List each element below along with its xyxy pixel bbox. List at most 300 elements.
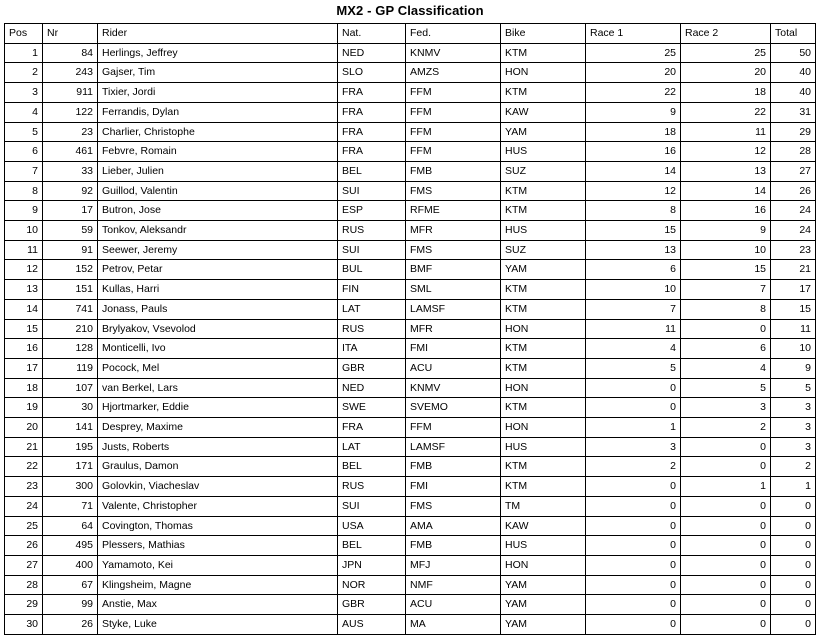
cell-bike: YAM: [501, 575, 586, 595]
cell-pos: 13: [5, 280, 43, 300]
cell-pos: 18: [5, 378, 43, 398]
cell-fed: ACU: [406, 358, 501, 378]
cell-nr: 91: [43, 240, 98, 260]
table-row: [5, 201, 816, 221]
table-row: [5, 43, 816, 63]
cell-pos: 24: [5, 496, 43, 516]
cell-pos: 25: [5, 516, 43, 536]
cell-bike: HON: [501, 319, 586, 339]
table-row: [5, 457, 816, 477]
cell-total: 17: [771, 280, 816, 300]
cell-fed: FMI: [406, 339, 501, 359]
table-row: [5, 477, 816, 497]
cell-race-2: 6: [681, 339, 771, 359]
cell-nr: 151: [43, 280, 98, 300]
cell-race-1: 0: [586, 496, 681, 516]
cell-nat: SLO: [338, 63, 406, 83]
column-header-race-1[interactable]: Race 1: [586, 24, 681, 44]
cell-fed: KNMV: [406, 378, 501, 398]
column-header-pos[interactable]: Pos: [5, 24, 43, 44]
cell-fed: FMB: [406, 536, 501, 556]
cell-pos: 9: [5, 201, 43, 221]
cell-total: 24: [771, 201, 816, 221]
cell-nr: 741: [43, 299, 98, 319]
cell-race-1: 15: [586, 221, 681, 241]
column-header-race-2[interactable]: Race 2: [681, 24, 771, 44]
cell-race-1: 4: [586, 339, 681, 359]
cell-nat: ESP: [338, 201, 406, 221]
cell-total: 1: [771, 477, 816, 497]
cell-race-1: 0: [586, 516, 681, 536]
cell-pos: 27: [5, 555, 43, 575]
cell-pos: 21: [5, 437, 43, 457]
cell-pos: 20: [5, 418, 43, 438]
cell-nr: 107: [43, 378, 98, 398]
cell-pos: 30: [5, 615, 43, 635]
cell-race-1: 7: [586, 299, 681, 319]
cell-race-2: 0: [681, 437, 771, 457]
cell-total: 11: [771, 319, 816, 339]
cell-total: 29: [771, 122, 816, 142]
cell-bike: KTM: [501, 43, 586, 63]
cell-race-1: 8: [586, 201, 681, 221]
classification-table: [4, 23, 816, 635]
table-row: [5, 555, 816, 575]
cell-race-2: 8: [681, 299, 771, 319]
cell-race-1: 0: [586, 398, 681, 418]
cell-fed: FFM: [406, 142, 501, 162]
cell-nat: AUS: [338, 615, 406, 635]
cell-rider: Seewer, Jeremy: [98, 240, 338, 260]
cell-race-2: 11: [681, 122, 771, 142]
column-header-total[interactable]: Total: [771, 24, 816, 44]
cell-nr: 26: [43, 615, 98, 635]
cell-fed: FMI: [406, 477, 501, 497]
cell-race-2: 7: [681, 280, 771, 300]
table-header-row: [5, 24, 816, 44]
cell-pos: 15: [5, 319, 43, 339]
cell-pos: 17: [5, 358, 43, 378]
cell-nat: ITA: [338, 339, 406, 359]
cell-total: 24: [771, 221, 816, 241]
cell-rider: Plessers, Mathias: [98, 536, 338, 556]
cell-nr: 84: [43, 43, 98, 63]
cell-race-1: 0: [586, 615, 681, 635]
cell-total: 0: [771, 615, 816, 635]
cell-bike: SUZ: [501, 240, 586, 260]
cell-nat: LAT: [338, 437, 406, 457]
table-row: [5, 122, 816, 142]
cell-nr: 92: [43, 181, 98, 201]
cell-rider: Monticelli, Ivo: [98, 339, 338, 359]
cell-rider: Brylyakov, Vsevolod: [98, 319, 338, 339]
cell-race-1: 1: [586, 418, 681, 438]
cell-race-2: 20: [681, 63, 771, 83]
cell-total: 0: [771, 575, 816, 595]
cell-fed: FFM: [406, 102, 501, 122]
cell-race-1: 11: [586, 319, 681, 339]
table-row: [5, 299, 816, 319]
cell-race-2: 0: [681, 615, 771, 635]
cell-nat: GBR: [338, 358, 406, 378]
cell-total: 2: [771, 457, 816, 477]
cell-total: 31: [771, 102, 816, 122]
cell-fed: FMS: [406, 181, 501, 201]
cell-nr: 67: [43, 575, 98, 595]
cell-rider: Butron, Jose: [98, 201, 338, 221]
cell-fed: MA: [406, 615, 501, 635]
table-row: [5, 536, 816, 556]
cell-bike: KTM: [501, 457, 586, 477]
cell-total: 21: [771, 260, 816, 280]
cell-race-2: 25: [681, 43, 771, 63]
table-row: [5, 339, 816, 359]
cell-rider: Gajser, Tim: [98, 63, 338, 83]
cell-nat: SUI: [338, 496, 406, 516]
cell-fed: SVEMO: [406, 398, 501, 418]
cell-nr: 141: [43, 418, 98, 438]
cell-pos: 6: [5, 142, 43, 162]
cell-rider: Hjortmarker, Eddie: [98, 398, 338, 418]
cell-fed: AMZS: [406, 63, 501, 83]
cell-race-2: 0: [681, 536, 771, 556]
table-row: [5, 63, 816, 83]
cell-race-1: 25: [586, 43, 681, 63]
table-row: [5, 181, 816, 201]
cell-nat: NED: [338, 43, 406, 63]
cell-nr: 128: [43, 339, 98, 359]
cell-nr: 59: [43, 221, 98, 241]
cell-nat: FRA: [338, 142, 406, 162]
cell-bike: TM: [501, 496, 586, 516]
cell-total: 0: [771, 536, 816, 556]
cell-fed: AMA: [406, 516, 501, 536]
cell-rider: Desprey, Maxime: [98, 418, 338, 438]
cell-bike: HUS: [501, 142, 586, 162]
cell-fed: NMF: [406, 575, 501, 595]
cell-pos: 3: [5, 83, 43, 103]
cell-rider: Yamamoto, Kei: [98, 555, 338, 575]
table-row: [5, 418, 816, 438]
cell-race-2: 0: [681, 496, 771, 516]
cell-race-2: 16: [681, 201, 771, 221]
cell-nat: JPN: [338, 555, 406, 575]
cell-rider: Styke, Luke: [98, 615, 338, 635]
cell-bike: KTM: [501, 299, 586, 319]
cell-bike: HON: [501, 555, 586, 575]
cell-total: 23: [771, 240, 816, 260]
cell-bike: KTM: [501, 181, 586, 201]
table-row: [5, 142, 816, 162]
cell-rider: van Berkel, Lars: [98, 378, 338, 398]
cell-rider: Golovkin, Viacheslav: [98, 477, 338, 497]
cell-rider: Lieber, Julien: [98, 161, 338, 181]
cell-nat: SWE: [338, 398, 406, 418]
cell-nat: GBR: [338, 595, 406, 615]
cell-bike: KAW: [501, 516, 586, 536]
cell-nr: 911: [43, 83, 98, 103]
cell-race-1: 0: [586, 555, 681, 575]
cell-fed: MFR: [406, 319, 501, 339]
table-row: [5, 260, 816, 280]
cell-race-2: 10: [681, 240, 771, 260]
cell-fed: FMS: [406, 496, 501, 516]
cell-nat: SUI: [338, 240, 406, 260]
cell-race-2: 18: [681, 83, 771, 103]
cell-total: 40: [771, 83, 816, 103]
cell-pos: 5: [5, 122, 43, 142]
cell-race-1: 0: [586, 595, 681, 615]
cell-pos: 23: [5, 477, 43, 497]
cell-pos: 11: [5, 240, 43, 260]
cell-rider: Febvre, Romain: [98, 142, 338, 162]
cell-nat: BUL: [338, 260, 406, 280]
column-header-fed[interactable]: Fed.: [406, 24, 501, 44]
cell-bike: YAM: [501, 595, 586, 615]
cell-race-2: 0: [681, 555, 771, 575]
cell-bike: YAM: [501, 260, 586, 280]
cell-fed: LAMSF: [406, 299, 501, 319]
cell-fed: SML: [406, 280, 501, 300]
cell-pos: 10: [5, 221, 43, 241]
cell-pos: 14: [5, 299, 43, 319]
cell-nr: 17: [43, 201, 98, 221]
cell-nat: NED: [338, 378, 406, 398]
cell-race-2: 1: [681, 477, 771, 497]
cell-rider: Petrov, Petar: [98, 260, 338, 280]
cell-rider: Herlings, Jeffrey: [98, 43, 338, 63]
cell-rider: Jonass, Pauls: [98, 299, 338, 319]
cell-bike: KTM: [501, 339, 586, 359]
cell-pos: 12: [5, 260, 43, 280]
cell-race-1: 14: [586, 161, 681, 181]
cell-rider: Guillod, Valentin: [98, 181, 338, 201]
cell-nat: RUS: [338, 477, 406, 497]
cell-nr: 64: [43, 516, 98, 536]
table-row: [5, 575, 816, 595]
cell-total: 3: [771, 437, 816, 457]
cell-bike: YAM: [501, 122, 586, 142]
table-row: [5, 221, 816, 241]
cell-race-1: 5: [586, 358, 681, 378]
cell-total: 0: [771, 496, 816, 516]
cell-total: 3: [771, 398, 816, 418]
cell-nat: RUS: [338, 221, 406, 241]
cell-race-1: 13: [586, 240, 681, 260]
cell-race-2: 0: [681, 319, 771, 339]
cell-total: 15: [771, 299, 816, 319]
cell-race-2: 22: [681, 102, 771, 122]
cell-fed: FMB: [406, 457, 501, 477]
cell-pos: 22: [5, 457, 43, 477]
table-row: [5, 378, 816, 398]
column-header-bike[interactable]: Bike: [501, 24, 586, 44]
cell-fed: MFJ: [406, 555, 501, 575]
cell-nr: 171: [43, 457, 98, 477]
cell-nr: 99: [43, 595, 98, 615]
cell-race-1: 0: [586, 378, 681, 398]
cell-race-1: 10: [586, 280, 681, 300]
cell-nr: 495: [43, 536, 98, 556]
cell-pos: 1: [5, 43, 43, 63]
table-row: [5, 615, 816, 635]
cell-total: 0: [771, 555, 816, 575]
cell-bike: HON: [501, 378, 586, 398]
cell-race-1: 0: [586, 575, 681, 595]
cell-nr: 23: [43, 122, 98, 142]
cell-fed: BMF: [406, 260, 501, 280]
cell-pos: 8: [5, 181, 43, 201]
cell-nat: NOR: [338, 575, 406, 595]
cell-nat: BEL: [338, 457, 406, 477]
cell-bike: KTM: [501, 201, 586, 221]
cell-race-2: 9: [681, 221, 771, 241]
cell-race-2: 5: [681, 378, 771, 398]
cell-pos: 29: [5, 595, 43, 615]
cell-rider: Klingsheim, Magne: [98, 575, 338, 595]
table-row: [5, 83, 816, 103]
cell-fed: FMB: [406, 161, 501, 181]
cell-nr: 210: [43, 319, 98, 339]
cell-race-2: 0: [681, 457, 771, 477]
cell-race-1: 20: [586, 63, 681, 83]
cell-race-2: 0: [681, 575, 771, 595]
table-row: [5, 516, 816, 536]
cell-total: 5: [771, 378, 816, 398]
cell-fed: LAMSF: [406, 437, 501, 457]
cell-race-2: 12: [681, 142, 771, 162]
cell-nat: FRA: [338, 418, 406, 438]
page-title: MX2 - GP Classification: [336, 3, 484, 18]
column-header-nr[interactable]: Nr: [43, 24, 98, 44]
cell-fed: FMS: [406, 240, 501, 260]
cell-race-1: 9: [586, 102, 681, 122]
cell-fed: RFME: [406, 201, 501, 221]
cell-rider: Valente, Christopher: [98, 496, 338, 516]
cell-total: 27: [771, 161, 816, 181]
cell-race-1: 22: [586, 83, 681, 103]
cell-rider: Covington, Thomas: [98, 516, 338, 536]
cell-pos: 2: [5, 63, 43, 83]
cell-race-2: 2: [681, 418, 771, 438]
cell-race-2: 15: [681, 260, 771, 280]
cell-bike: HUS: [501, 437, 586, 457]
cell-nr: 195: [43, 437, 98, 457]
cell-nat: SUI: [338, 181, 406, 201]
cell-pos: 16: [5, 339, 43, 359]
table-row: [5, 496, 816, 516]
table-row: [5, 398, 816, 418]
cell-bike: HUS: [501, 536, 586, 556]
cell-fed: FFM: [406, 418, 501, 438]
cell-nr: 243: [43, 63, 98, 83]
table-row: [5, 595, 816, 615]
cell-nat: RUS: [338, 319, 406, 339]
cell-nr: 461: [43, 142, 98, 162]
cell-bike: KAW: [501, 102, 586, 122]
cell-nr: 119: [43, 358, 98, 378]
cell-bike: KTM: [501, 280, 586, 300]
cell-nat: USA: [338, 516, 406, 536]
table-row: [5, 319, 816, 339]
cell-race-2: 3: [681, 398, 771, 418]
cell-bike: SUZ: [501, 161, 586, 181]
column-header-nat[interactable]: Nat.: [338, 24, 406, 44]
cell-total: 3: [771, 418, 816, 438]
cell-rider: Pocock, Mel: [98, 358, 338, 378]
cell-bike: HON: [501, 418, 586, 438]
cell-pos: 4: [5, 102, 43, 122]
table-row: [5, 102, 816, 122]
cell-nr: 152: [43, 260, 98, 280]
table-row: [5, 437, 816, 457]
cell-nr: 122: [43, 102, 98, 122]
cell-bike: HUS: [501, 221, 586, 241]
cell-bike: KTM: [501, 358, 586, 378]
cell-nat: FIN: [338, 280, 406, 300]
cell-rider: Graulus, Damon: [98, 457, 338, 477]
cell-nat: FRA: [338, 83, 406, 103]
cell-race-1: 0: [586, 536, 681, 556]
cell-rider: Kullas, Harri: [98, 280, 338, 300]
cell-fed: MFR: [406, 221, 501, 241]
cell-bike: HON: [501, 63, 586, 83]
cell-total: 0: [771, 516, 816, 536]
cell-total: 9: [771, 358, 816, 378]
cell-race-2: 0: [681, 595, 771, 615]
cell-race-1: 6: [586, 260, 681, 280]
table-row: [5, 358, 816, 378]
cell-race-2: 14: [681, 181, 771, 201]
cell-race-2: 4: [681, 358, 771, 378]
cell-race-2: 13: [681, 161, 771, 181]
cell-race-2: 0: [681, 516, 771, 536]
table-row: [5, 161, 816, 181]
cell-rider: Tonkov, Aleksandr: [98, 221, 338, 241]
cell-fed: ACU: [406, 595, 501, 615]
cell-race-1: 0: [586, 477, 681, 497]
cell-nat: FRA: [338, 122, 406, 142]
cell-rider: Ferrandis, Dylan: [98, 102, 338, 122]
cell-total: 50: [771, 43, 816, 63]
cell-nr: 71: [43, 496, 98, 516]
cell-nr: 33: [43, 161, 98, 181]
cell-bike: YAM: [501, 615, 586, 635]
cell-total: 26: [771, 181, 816, 201]
cell-total: 10: [771, 339, 816, 359]
cell-rider: Charlier, Christophe: [98, 122, 338, 142]
cell-race-1: 12: [586, 181, 681, 201]
cell-bike: KTM: [501, 83, 586, 103]
cell-race-1: 3: [586, 437, 681, 457]
cell-total: 0: [771, 595, 816, 615]
cell-bike: KTM: [501, 477, 586, 497]
cell-pos: 7: [5, 161, 43, 181]
cell-nr: 30: [43, 398, 98, 418]
cell-bike: KTM: [501, 398, 586, 418]
cell-fed: FFM: [406, 122, 501, 142]
cell-nat: BEL: [338, 536, 406, 556]
cell-rider: Justs, Roberts: [98, 437, 338, 457]
cell-nat: LAT: [338, 299, 406, 319]
column-header-rider[interactable]: Rider: [98, 24, 338, 44]
table-row: [5, 240, 816, 260]
cell-fed: FFM: [406, 83, 501, 103]
cell-pos: 28: [5, 575, 43, 595]
cell-rider: Anstie, Max: [98, 595, 338, 615]
cell-race-1: 16: [586, 142, 681, 162]
cell-pos: 19: [5, 398, 43, 418]
